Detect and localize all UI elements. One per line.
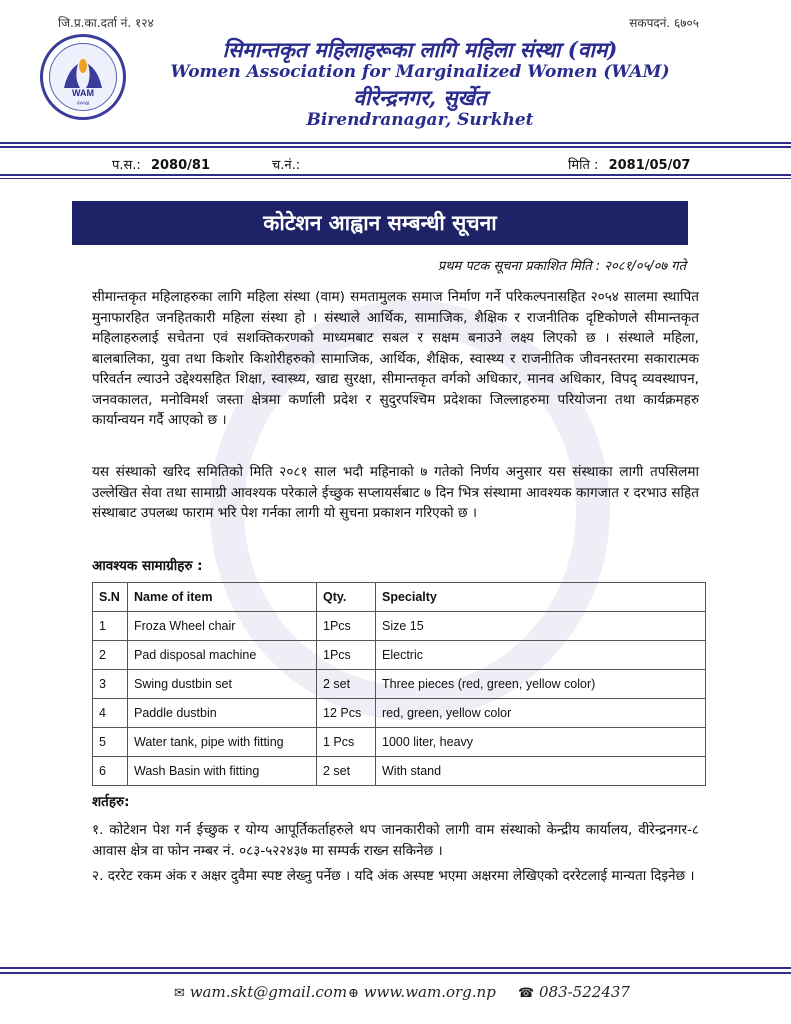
- cell-item: Wash Basin with fitting: [128, 757, 317, 786]
- footer-email[interactable]: [174, 983, 347, 1001]
- cell-qty: 1Pcs: [317, 612, 376, 641]
- table-row: [93, 670, 706, 699]
- conditions-heading: शर्तहरु:: [92, 794, 130, 810]
- date-label: मिति :: [568, 158, 599, 173]
- date-value: 2081/05/07: [608, 158, 691, 173]
- header-rule-top: [0, 142, 791, 144]
- phone-icon: ☎: [518, 986, 535, 1001]
- col-sn: S.N: [93, 583, 128, 612]
- cell-item: Pad disposal machine: [128, 641, 317, 670]
- condition-1: १. कोटेशन पेश गर्न ईच्छुक र योग्य आपूर्तिकर्ताहरुले थप जानकारीको लागी वाम संस्थाको केन्द्रीय कार्यालय, वीरेन्द्रनगर-८ आवास क्षेत्र वा फोन नम्बर नं. ०८३-५२२४३७ मा सम्पर्क राख्न सकिनेछ ।: [92, 822, 699, 859]
- cell-qty: 12 Pcs: [317, 699, 376, 728]
- location-nepali: वीरेन्द्रनगर, सुर्खेत: [353, 85, 487, 110]
- org-logo: [40, 34, 126, 120]
- materials-table: [92, 582, 706, 786]
- date-row: [568, 155, 690, 173]
- footer-website[interactable]: [348, 983, 496, 1001]
- materials-heading: आवश्यक सामाग्रीहरु :: [92, 558, 203, 574]
- registration-number: जि.प्र.का.दर्ता नं. १२४: [58, 16, 154, 30]
- cell-qty: 2 set: [317, 757, 376, 786]
- col-qty: Qty.: [317, 583, 376, 612]
- org-name-english: Women Association for Marginalized Women (WAM): [170, 62, 670, 82]
- cell-sn: 5: [93, 728, 128, 757]
- col-item: Name of item: [128, 583, 317, 612]
- cell-sn: 1: [93, 612, 128, 641]
- affiliation-number: सकपदनं. ६७०५: [629, 16, 699, 30]
- procurement-paragraph: यस संस्थाको खरिद समितिको मिति २०८१ साल भदौ महिनाको ७ गतेको निर्णय अनुसार यस संस्थाका लागी तपसिलमा उल्लेखित सेवा तथा सामाग्री आवश्यक परेकाले ईच्छुक सप्लायर्सबाट ७ दिन भित्र संस्थामा आवश्यक कागजात र दरभाउ सहित संस्थाबाट उपलब्ध फाराम भरि पेश गर्नका लागी यो सुचना प्रकाशन गरिएको छ ।: [92, 464, 699, 521]
- ch-label: च.नं.:: [272, 158, 301, 173]
- intro-paragraph: सीमान्तकृत महिलाहरुका लागि महिला संस्था (वाम) समतामुलक समाज निर्माण गर्ने परिकल्पनासहित २०५४ सालमा स्थापित मुनाफारहित जनहितकारी महिला संस्था हो । संस्थाले आर्थिक, सामाजिक, शैक्षिक र राजनीतिक दृष्टिकोणले सीमान्तकृत महिलाहरुलाई सचेतना एवं सशक्तिकरणको माध्यमबाट सबल र सक्षम बनाउने लक्ष्य लिएको छ । संस्थाले महिला, बालबालिका, युवा तथा किशोर किशोरीहरुको सामाजिक, आर्थिक, शैक्षिक, स्वास्थ्य र राजनीतिक जीवनस्तरमा सकारात्मक परिवर्तन ल्याउने उद्देश्यसहित शिक्षा, स्वास्थ्य, खाद्य सुरक्षा, सीमान्तकृत वर्गको अधिकार, मानव अधिकार, विपद् व्यवस्थापन, जनवकालत, मनोविमर्श जस्ता क्षेत्रमा कर्णाली प्रदेश र सुदुरपश्चिम प्रदेशका जिल्लाहरुमा परियोजना तथा कार्यक्रमहरु कार्यान्वयन गर्दै आएको छ ।: [92, 289, 700, 428]
- header-rule-bottom: [0, 146, 791, 148]
- footer-rule-2: [0, 972, 791, 974]
- table-row: [93, 728, 706, 757]
- col-specialty: Specialty: [376, 583, 706, 612]
- cell-sn: 2: [93, 641, 128, 670]
- cell-qty: 2 set: [317, 670, 376, 699]
- table-row: [93, 699, 706, 728]
- ps-label: प.स.:: [112, 158, 141, 173]
- email-text: wam.skt@gmail.com: [189, 983, 348, 1001]
- cell-qty: 1 Pcs: [317, 728, 376, 757]
- first-published-date: प्रथम पटक सूचना प्रकाशित मिति : २०८१/०५/०७ गते: [437, 259, 686, 274]
- email-icon: ✉: [174, 986, 185, 1001]
- phone-text: 083-522437: [538, 983, 630, 1001]
- cell-sn: 3: [93, 670, 128, 699]
- globe-icon: ⊕: [348, 986, 359, 1001]
- table-row: [93, 641, 706, 670]
- website-text: www.wam.org.np: [363, 983, 496, 1001]
- meta-rule-1: [0, 174, 791, 176]
- cell-item: Froza Wheel chair: [128, 612, 317, 641]
- table-header-row: [93, 583, 706, 612]
- cell-sn: 4: [93, 699, 128, 728]
- notice-title: कोटेशन आह्वान सम्बन्धी सूचना: [72, 201, 688, 245]
- condition-2: २. दररेट रकम अंक र अक्षर दुवैमा स्पष्ट लेख्नु पर्नेछ । यदि अंक अस्पष्ट भएमा अक्षरमा लेखिएको दररेटलाई मान्यता दिइनेछ ।: [92, 868, 695, 884]
- cell-specialty: Electric: [376, 641, 706, 670]
- logo-year: २०५४: [76, 100, 90, 107]
- location-english: Birendranagar, Surkhet: [306, 110, 534, 130]
- cell-specialty: 1000 liter, heavy: [376, 728, 706, 757]
- cell-specialty: Three pieces (red, green, yellow color): [376, 670, 706, 699]
- cell-item: Paddle dustbin: [128, 699, 317, 728]
- cell-item: Swing dustbin set: [128, 670, 317, 699]
- cell-qty: 1Pcs: [317, 641, 376, 670]
- footer-rule-1: [0, 967, 791, 969]
- cell-specialty: With stand: [376, 757, 706, 786]
- cell-sn: 6: [93, 757, 128, 786]
- cell-item: Water tank, pipe with fitting: [128, 728, 317, 757]
- ps-value: 2080/81: [150, 158, 210, 173]
- table-row: [93, 612, 706, 641]
- logo-text: WAM: [72, 88, 94, 98]
- cell-specialty: Size 15: [376, 612, 706, 641]
- meta-rule-2: [0, 178, 791, 179]
- org-name-nepali: सिमान्तकृत महिलाहरूका लागि महिला संस्था (वाम): [222, 37, 618, 62]
- footer-phone[interactable]: [518, 983, 630, 1001]
- letter-number-row: [112, 155, 210, 173]
- cell-specialty: red, green, yellow color: [376, 699, 706, 728]
- table-row: [93, 757, 706, 786]
